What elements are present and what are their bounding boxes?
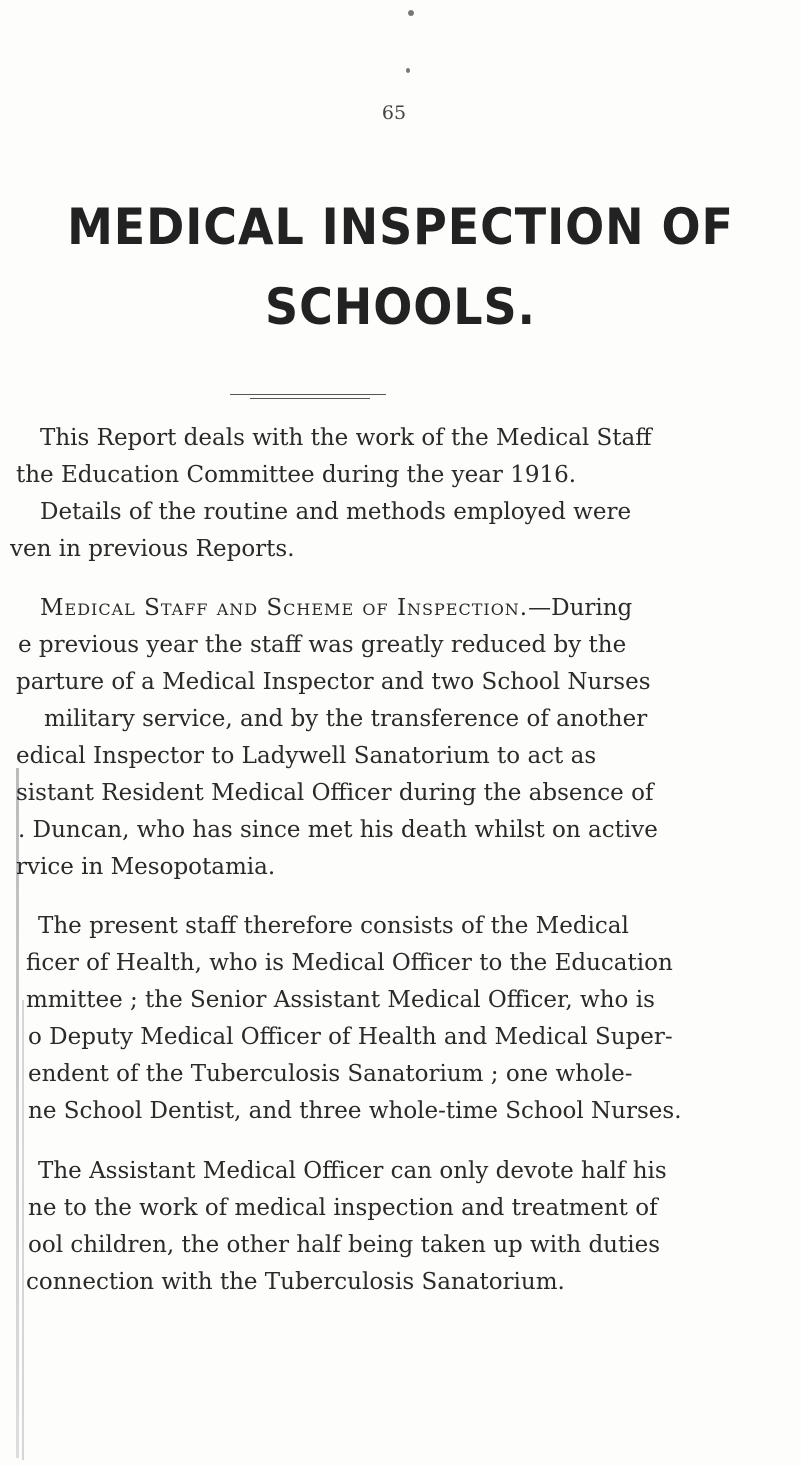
- page-title-line-1: MEDICAL INSPECTION OF: [67, 198, 734, 256]
- section-heading: Medical Staff and Scheme of Inspection.: [40, 595, 529, 621]
- paragraph-2-line: parture of a Medical Inspector and two School Nurses: [16, 669, 651, 695]
- section-heading-continuation: —During: [528, 595, 633, 621]
- paragraph-3-line: ne School Dentist, and three whole-time School Nurses.: [28, 1098, 682, 1124]
- ink-speck: [406, 68, 410, 73]
- title-divider: [230, 394, 386, 395]
- paragraph-1-line: the Education Committee during the year 1916.: [16, 462, 577, 488]
- paragraph-2-line: military service, and by the transference of another: [44, 706, 648, 732]
- paragraph-3-line: o Deputy Medical Officer of Health and Medical Super-: [28, 1024, 673, 1050]
- paragraph-4-line: connection with the Tuberculosis Sanatorium.: [26, 1269, 565, 1295]
- paragraph-3-line: mmittee ; the Senior Assistant Medical Officer, who is: [26, 987, 655, 1013]
- paragraph-2-line: rvice in Mesopotamia.: [16, 854, 276, 880]
- binding-edge: [22, 1000, 24, 1460]
- paragraph-1-line: Details of the routine and methods employed were: [40, 499, 632, 525]
- paragraph-2-first-line: [40, 590, 632, 627]
- page-title-line-2: SCHOOLS.: [265, 278, 536, 336]
- paragraph-4-line: ne to the work of medical inspection and treatment of: [28, 1195, 658, 1221]
- title-divider: [250, 398, 370, 399]
- paragraph-4-line: ool children, the other half being taken up with duties: [28, 1232, 661, 1258]
- paragraph-3-line: endent of the Tuberculosis Sanatorium ; one whole-: [28, 1061, 633, 1087]
- paragraph-2-line: . Duncan, who has since met his death whilst on active: [18, 817, 658, 843]
- page-number: 65: [381, 102, 407, 124]
- paragraph-4-line: The Assistant Medical Officer can only devote half his: [38, 1158, 667, 1184]
- paragraph-1-line: This Report deals with the work of the Medical Staff: [40, 425, 652, 451]
- ink-speck: [408, 10, 414, 16]
- paragraph-3-line: ficer of Health, who is Medical Officer to the Education: [26, 950, 673, 976]
- paragraph-1-line: ven in previous Reports.: [10, 536, 295, 562]
- paragraph-2-line: sistant Resident Medical Officer during the absence of: [16, 780, 654, 806]
- paragraph-2-line: e previous year the staff was greatly reduced by the: [18, 632, 627, 658]
- paragraph-3-line: The present staff therefore consists of the Medical: [38, 913, 629, 939]
- paragraph-2-line: edical Inspector to Ladywell Sanatorium to act as: [16, 743, 597, 769]
